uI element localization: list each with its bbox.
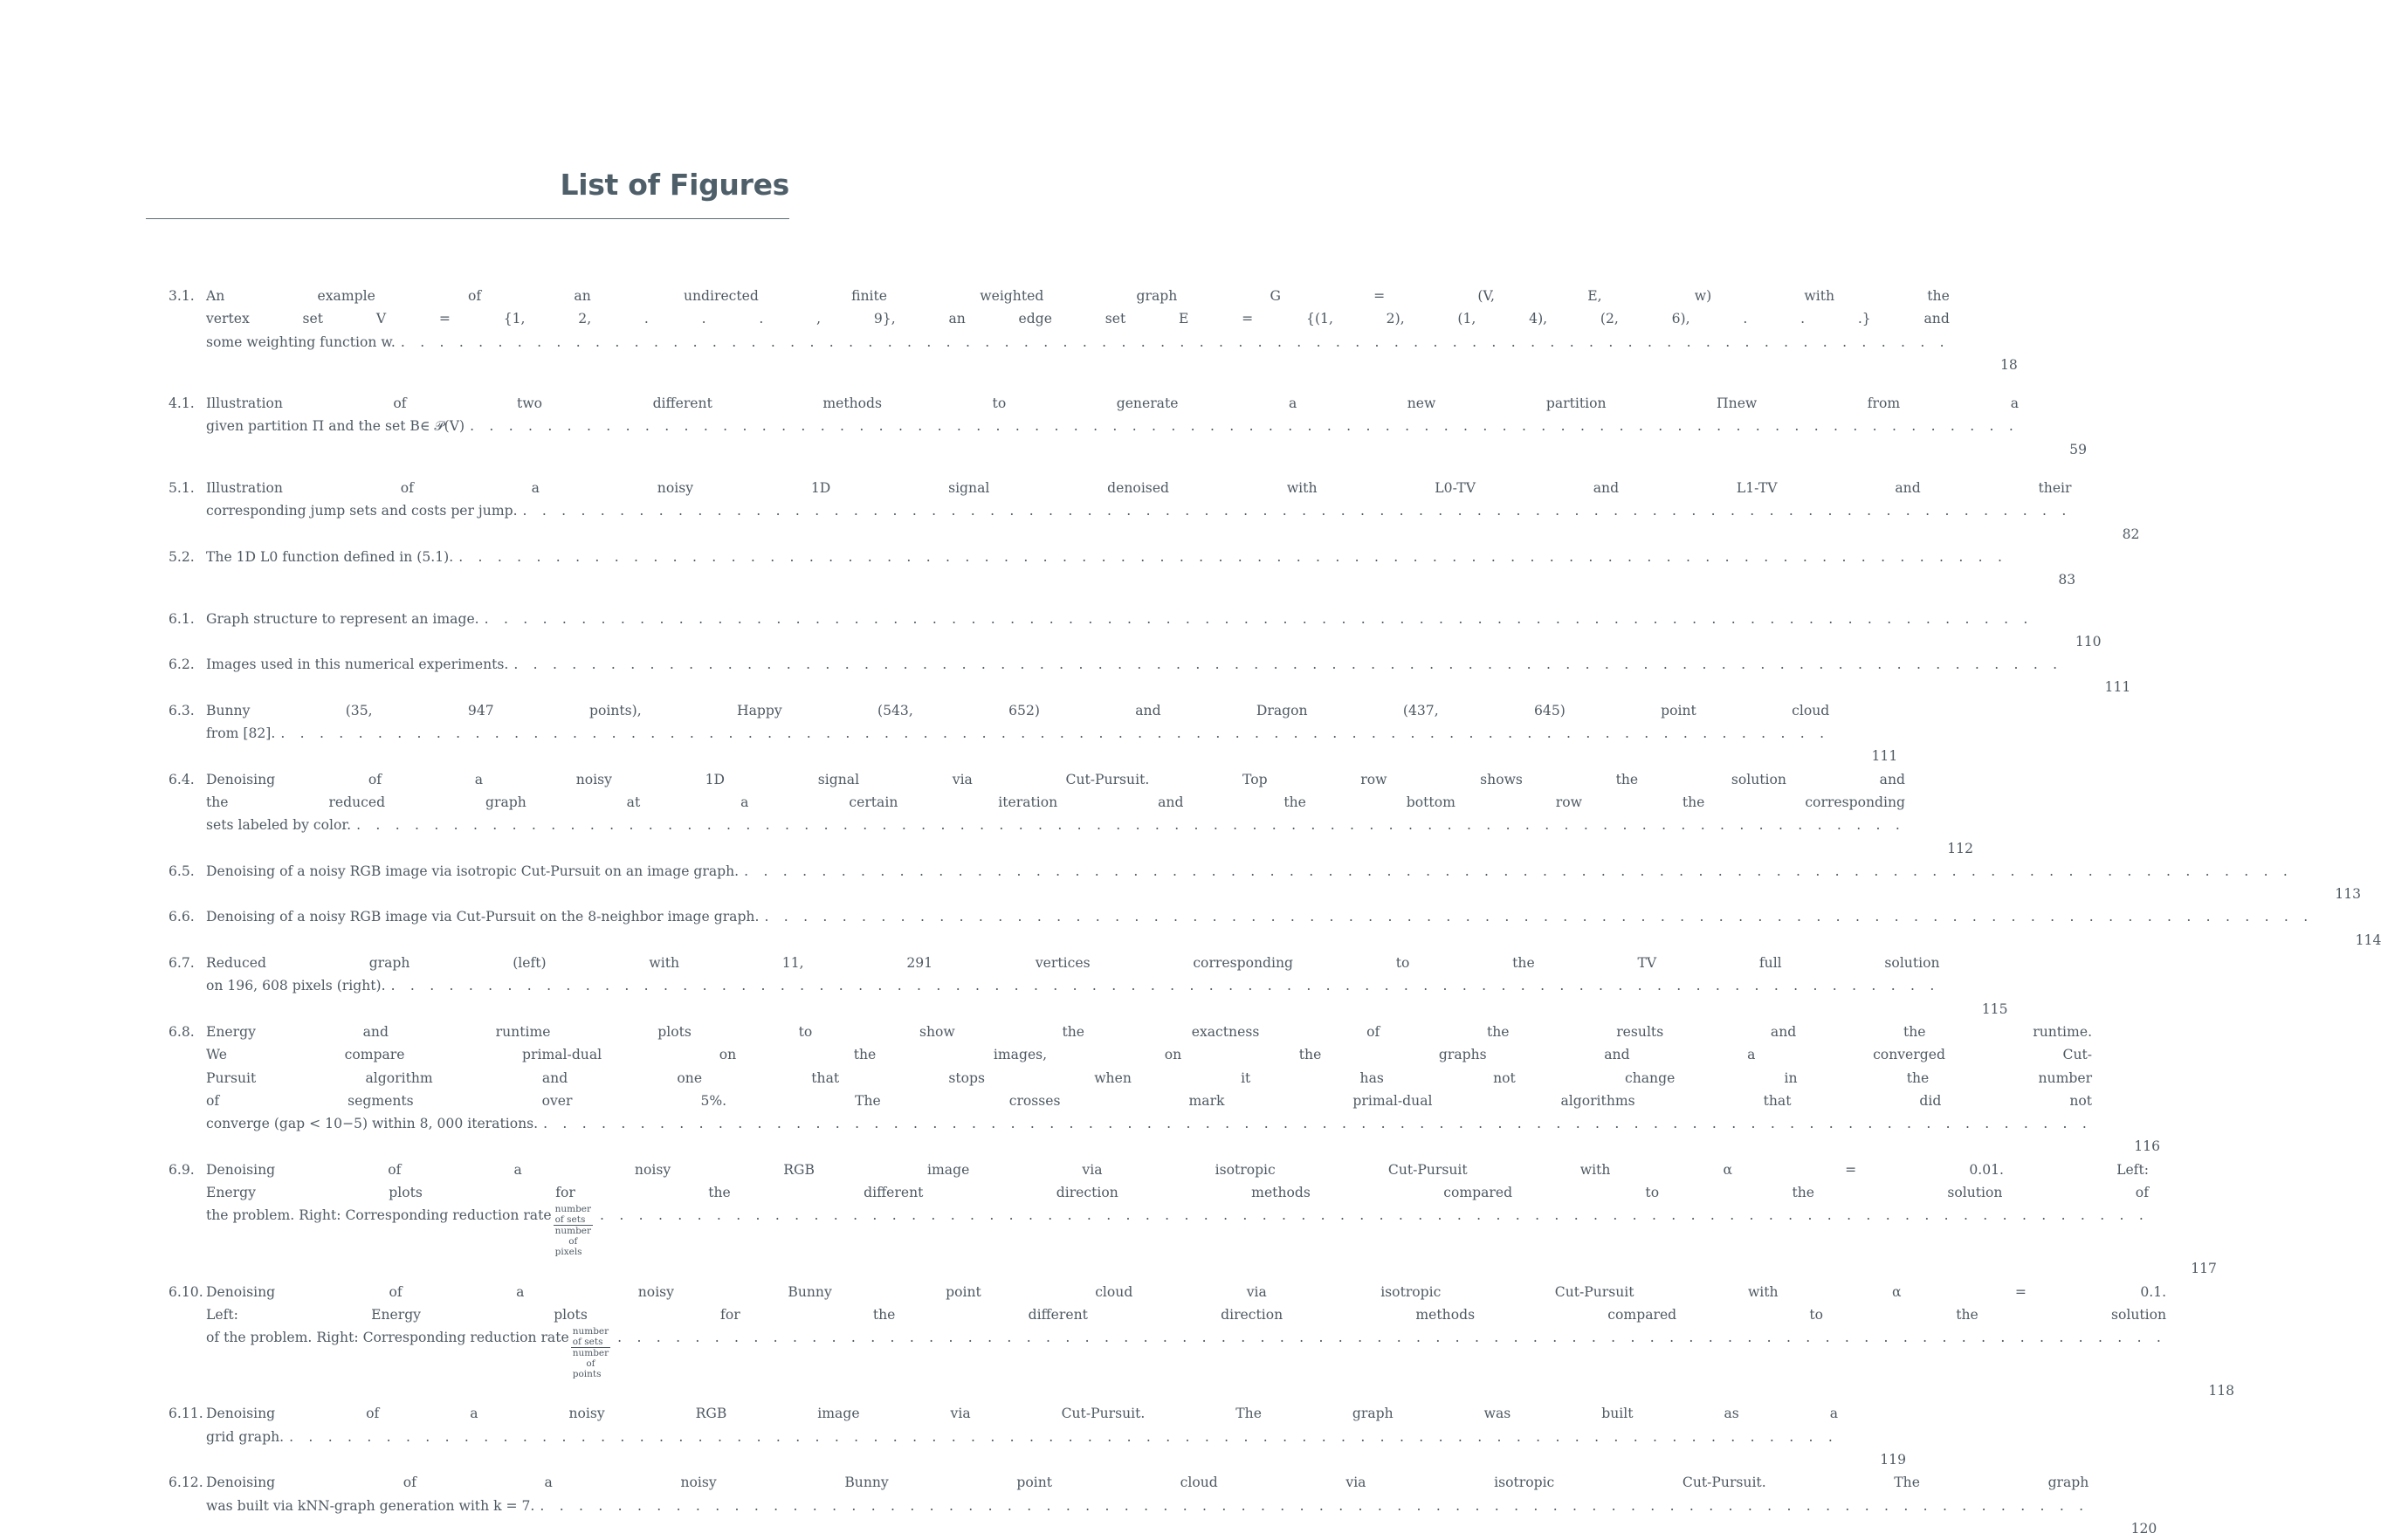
caption-line: Energy and runtime plots to show the exactness of the results and the runtime.: [206, 1023, 2093, 1040]
dot-leader: . . . . . . . . . . . . . . . . . . . . . . . . . . . . . . . . . . . . . . . . . . . . . . . . . . . . . . . . . . . . . . . . . . . . . . . . . . . . . . . .: [470, 418, 2019, 435]
figure-caption: [206, 653, 2104, 699]
figure-entry[interactable]: [169, 285, 2018, 376]
fraction-denominator: number of points: [572, 1348, 609, 1380]
figure-number: 6.9.: [169, 1161, 195, 1178]
figure-entry[interactable]: [169, 477, 2140, 546]
page-number: 59: [2069, 441, 2087, 457]
figure-entry[interactable]: [169, 392, 2087, 461]
dot-leader: . . . . . . . . . . . . . . . . . . . . . . . . . . . . . . . . . . . . . . . . . . . . . . . . . . . . . . . . . . . . . . . . . . . . . . . . . . . . . . . .: [280, 725, 1830, 742]
figure-number: 6.11.: [169, 1406, 203, 1422]
figure-caption: [206, 860, 2335, 906]
page-number: 82: [2122, 526, 2140, 542]
figure-caption: [206, 546, 2049, 592]
caption-line: Illustration of two different methods to generate a new partition Πnew from a: [206, 395, 2019, 412]
caption-line: Graph structure to represent an image.: [206, 610, 479, 627]
figure-number: 6.5.: [169, 863, 195, 879]
page-number: 119: [1880, 1452, 1907, 1468]
list-of-figures: [169, 285, 2381, 1540]
dot-leader: . . . . . . . . . . . . . . . . . . . . . . . . . . . . . . . . . . . . . . . . . . . . . . . . . . . . . . . . . . . . . . . . . . . . . . . . . . . . . . . .: [600, 1207, 2149, 1224]
caption-line: given partition Π and the set B∈ 𝒫(V): [206, 418, 465, 435]
page-number: 114: [2355, 932, 2381, 948]
dot-leader: . . . . . . . . . . . . . . . . . . . . . . . . . . . . . . . . . . . . . . . . . . . . . . . . . . . . . . . . . . . . . . . . . . . . . . . . . . . . . . . .: [356, 817, 1905, 834]
page-number: 118: [2208, 1383, 2235, 1399]
figure-entry[interactable]: [169, 952, 2008, 1021]
figure-number: 5.2.: [169, 548, 195, 565]
dot-leader: . . . . . . . . . . . . . . . . . . . . . . . . . . . . . . . . . . . . . . . . . . . . . . . . . . . . . . . . . . . . . . . . . . . . . . . . . . . . . . . .: [289, 1428, 1839, 1445]
page-number: 111: [2104, 679, 2131, 696]
dot-leader: . . . . . . . . . . . . . . . . . . . . . . . . . . . . . . . . . . . . . . . . . . . . . . . . . . . . . . . . . . . . . . . . . . . . . . . . . . . . . . . .: [543, 1116, 2093, 1132]
fraction-numerator: number of sets: [554, 1204, 592, 1226]
dot-leader: . . . . . . . . . . . . . . . . . . . . . . . . . . . . . . . . . . . . . . . . . . . . . . . . . . . . . . . . . . . . . . . . . . . . . . . . . . . . . . . .: [522, 503, 2072, 519]
caption-line: on 196, 608 pixels (right).: [206, 978, 386, 994]
figure-entry[interactable]: [169, 905, 2381, 952]
caption-line: Illustration of a noisy 1D signal denoised with L0-TV and L1-TV and their: [206, 480, 2072, 497]
caption-line: Reduced graph (left) with 11, 291 vertices corresponding to the TV full solution: [206, 955, 1940, 972]
caption-line: Denoising of a noisy RGB image via Cut-Pursuit. The graph was built as a: [206, 1406, 1839, 1422]
figure-caption: [206, 1281, 2208, 1403]
page-title: List of Figures: [560, 168, 789, 202]
figure-number: 6.1.: [169, 610, 195, 627]
caption-last-line: [206, 814, 1905, 836]
caption-last-line: [206, 499, 2071, 522]
figure-number: 6.10.: [169, 1283, 203, 1300]
figure-number: 3.1.: [169, 288, 195, 304]
figure-caption: [206, 285, 1992, 376]
caption-last-line: [206, 974, 1940, 997]
caption-line: from [82].: [206, 725, 276, 742]
figure-entry[interactable]: [169, 699, 1898, 768]
caption-last-line: [206, 1204, 2149, 1257]
fraction-denominator: number of pixels: [554, 1226, 592, 1258]
figure-entry[interactable]: [169, 860, 2362, 906]
caption-line: Pursuit algorithm and one that stops when it has not change in the number: [206, 1069, 2093, 1086]
caption-line: corresponding jump sets and costs per jump.: [206, 503, 518, 519]
caption-line: vertex set V = {1, 2, . . . , 9}, an edge set E = {(1, 2), (1, 4), (2, 6), . . .} and: [206, 311, 1950, 327]
caption-line: Denoising of a noisy RGB image via isotropic Cut-Pursuit on an image graph.: [206, 863, 740, 879]
caption-last-line: [206, 1495, 2089, 1517]
fraction: [571, 1326, 610, 1379]
caption-last-line: [206, 546, 2007, 568]
figure-entry[interactable]: [169, 1021, 2161, 1158]
figure-entry[interactable]: [169, 1158, 2217, 1281]
fraction: [554, 1204, 593, 1257]
caption-last-line: [206, 415, 2019, 437]
caption-last-line: [206, 1326, 2166, 1379]
dot-leader: . . . . . . . . . . . . . . . . . . . . . . . . . . . . . . . . . . . . . . . . . . . . . . . . . . . . . . . . . . . . . . . . . . . . . . . . . . . . . . . .: [617, 1330, 2167, 1346]
page-number: 120: [2130, 1520, 2157, 1537]
caption-line: converge (gap < 10−5) within 8, 000 iterations.: [206, 1116, 539, 1132]
dot-leader: . . . . . . . . . . . . . . . . . . . . . . . . . . . . . . . . . . . . . . . . . . . . . . . . . . . . . . . . . . . . . . . . . . . . . . . . . . . . . . . .: [540, 1497, 2089, 1514]
figure-number: 6.3.: [169, 702, 195, 718]
figure-caption: [206, 699, 1871, 768]
caption-line: was built via kNN-graph generation with k = 7.: [206, 1497, 535, 1514]
caption-last-line: [206, 1426, 1838, 1448]
caption-line: We compare primal-dual on the images, on the graphs and a converged Cut-: [206, 1047, 2093, 1063]
caption-last-line: [206, 722, 1829, 745]
page-number: 117: [2191, 1261, 2217, 1277]
page-number: 116: [2134, 1138, 2161, 1155]
dot-leader: . . . . . . . . . . . . . . . . . . . . . . . . . . . . . . . . . . . . . . . . . . . . . . . . . . . . . . . . . . . . . . . . . . . . . . . . . . . . . . . .: [764, 909, 2314, 925]
page-number: 18: [1999, 356, 2018, 373]
title-rule: [146, 218, 789, 219]
caption-line: Bunny (35, 947 points), Happy (543, 652) and Dragon (437, 645) point cloud: [206, 702, 1830, 718]
figure-number: 5.1.: [169, 480, 195, 497]
figure-entry[interactable]: [169, 1402, 1907, 1471]
caption-last-line: [206, 653, 2062, 676]
page-number: 113: [2335, 886, 2362, 903]
figure-caption: [206, 392, 2061, 461]
caption-line: Denoising of a noisy Bunny point cloud via isotropic Cut-Pursuit with α = 0.1.: [206, 1283, 2167, 1300]
figure-entry[interactable]: [169, 653, 2131, 699]
caption-line: Energy plots for the different direction methods compared to the solution of: [206, 1184, 2149, 1200]
figure-caption: [206, 1158, 2191, 1281]
caption-line: Denoising of a noisy 1D signal via Cut-Pursuit. Top row shows the solution and: [206, 771, 1905, 787]
caption-line: some weighting function w.: [206, 333, 396, 350]
figure-number: 6.4.: [169, 771, 195, 787]
dot-leader: . . . . . . . . . . . . . . . . . . . . . . . . . . . . . . . . . . . . . . . . . . . . . . . . . . . . . . . . . . . . . . . . . . . . . . . . . . . . . . . .: [513, 657, 2063, 673]
caption-line: sets labeled by color.: [206, 817, 352, 834]
caption-last-line: [206, 1112, 2092, 1135]
figure-caption: [206, 1471, 2130, 1540]
caption-line: the reduced graph at a certain iteration and the bottom row the corresponding: [206, 794, 1905, 810]
page-number: 83: [2058, 572, 2076, 588]
page-number: 112: [1947, 840, 1973, 856]
fraction-numerator: number of sets: [572, 1326, 609, 1348]
figure-number: 6.8.: [169, 1023, 195, 1040]
caption-line: of segments over 5%. The crosses mark primal-dual algorithms that did not: [206, 1092, 2093, 1109]
caption-last-line: [206, 860, 2293, 883]
caption-last-line: [206, 331, 1950, 354]
caption-line: of the problem. Right: Corresponding reduction rate: [206, 1330, 569, 1346]
caption-line: grid graph.: [206, 1428, 285, 1445]
figure-caption: [206, 768, 1947, 860]
caption-line: The 1D L0 function defined in (5.1).: [206, 548, 454, 565]
caption-line: Images used in this numerical experiments.: [206, 657, 509, 673]
figure-caption: [206, 905, 2355, 952]
figure-entry[interactable]: [169, 768, 1973, 860]
figure-caption: [206, 608, 2075, 654]
page-number: 115: [1981, 1000, 2008, 1017]
figure-number: 6.2.: [169, 657, 195, 673]
figure-number: 6.6.: [169, 909, 195, 925]
dot-leader: . . . . . . . . . . . . . . . . . . . . . . . . . . . . . . . . . . . . . . . . . . . . . . . . . . . . . . . . . . . . . . . . . . . . . . . . . . . . . . . .: [400, 333, 1950, 350]
caption-line: Denoising of a noisy RGB image via isotropic Cut-Pursuit with α = 0.01. Left:: [206, 1161, 2149, 1178]
caption-line: Left: Energy plots for the different direction methods compared to the solution: [206, 1306, 2167, 1323]
dot-leader: . . . . . . . . . . . . . . . . . . . . . . . . . . . . . . . . . . . . . . . . . . . . . . . . . . . . . . . . . . . . . . . . . . . . . . . . . . . . . . . .: [484, 610, 2033, 627]
figure-caption: [206, 952, 1982, 1021]
figure-caption: [206, 1402, 1880, 1471]
caption-line: Denoising of a noisy RGB image via Cut-Pursuit on the 8-neighbor image graph.: [206, 909, 760, 925]
figure-number: 6.7.: [169, 955, 195, 972]
figure-entry[interactable]: [169, 1281, 2235, 1403]
figure-entry[interactable]: [169, 608, 2102, 654]
caption-last-line: [206, 608, 2033, 630]
caption-line: An example of an undirected finite weighted graph G = (V, E, w) with the: [206, 288, 1950, 304]
figure-entry[interactable]: [169, 546, 2076, 592]
page-number: 110: [2075, 633, 2102, 650]
dot-leader: . . . . . . . . . . . . . . . . . . . . . . . . . . . . . . . . . . . . . . . . . . . . . . . . . . . . . . . . . . . . . . . . . . . . . . . . . . . . . . . .: [458, 548, 2008, 565]
figure-number: 4.1.: [169, 395, 195, 412]
dot-leader: . . . . . . . . . . . . . . . . . . . . . . . . . . . . . . . . . . . . . . . . . . . . . . . . . . . . . . . . . . . . . . . . . . . . . . . . . . . . . . . .: [390, 978, 1940, 994]
caption-last-line: [206, 905, 2313, 928]
dot-leader: . . . . . . . . . . . . . . . . . . . . . . . . . . . . . . . . . . . . . . . . . . . . . . . . . . . . . . . . . . . . . . . . . . . . . . . . . . . . . . . .: [744, 863, 2294, 879]
page-number: 111: [1871, 748, 1898, 765]
figure-entry[interactable]: [169, 1471, 2157, 1540]
caption-line: Denoising of a noisy Bunny point cloud via isotropic Cut-Pursuit. The graph: [206, 1475, 2089, 1491]
figure-caption: [206, 477, 2113, 546]
figure-number: 6.12.: [169, 1475, 203, 1491]
caption-line: the problem. Right: Corresponding reduction rate: [206, 1207, 552, 1224]
figure-caption: [206, 1021, 2134, 1158]
